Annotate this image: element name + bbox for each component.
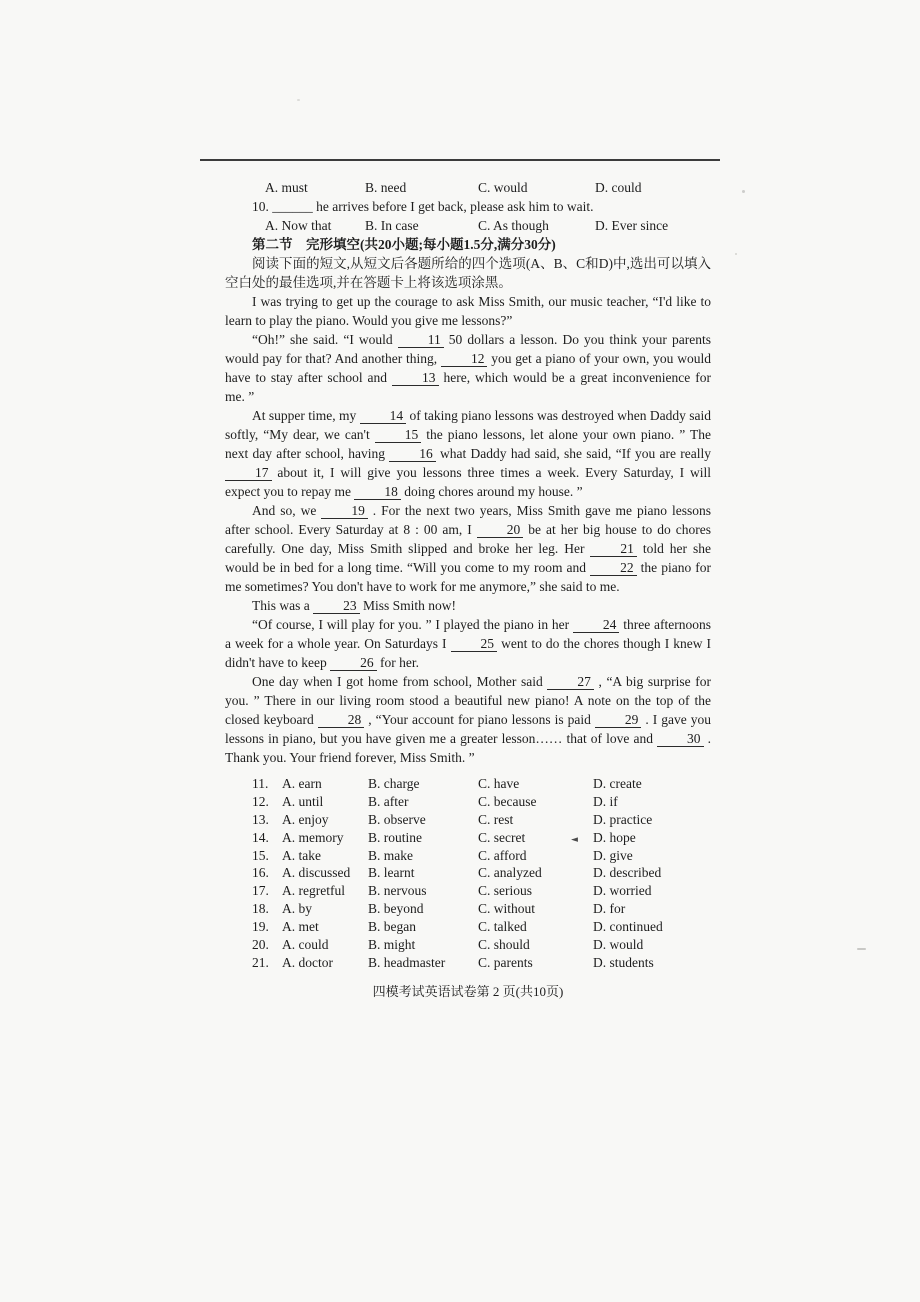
cloze-option-row [225, 793, 711, 811]
option-b: B. make [368, 847, 413, 863]
cloze-blank: 21 [590, 541, 637, 557]
option-b: B. after [368, 793, 409, 809]
page-footer: 四模考试英语试卷第 2 页(共10页) [372, 983, 564, 999]
cloze-option-row [225, 954, 711, 972]
question-number: 15. [252, 847, 269, 863]
option-d: D. could [595, 180, 642, 195]
cloze-option-row [225, 918, 711, 936]
option-a: A. regretful [282, 883, 345, 899]
passage-paragraph: “Oh!” she said. “I would 11 50 dollars a lesson. Do you think your parents would pay for that? And another thing, 12 you get a piano of your own, you would have to stay after school and 13 here, which would be a great inconvenience for me. ” [225, 332, 711, 404]
option-d: D. would [593, 937, 644, 953]
cloze-option-row [225, 882, 711, 900]
option-b: B. headmaster [368, 954, 446, 970]
cloze-blank: 28 [318, 712, 365, 728]
cloze-options-table [225, 775, 711, 972]
cloze-blank: 11 [398, 332, 444, 348]
cloze-blank: 14 [360, 408, 407, 424]
option-b: B. might [368, 937, 416, 953]
scan-speck [297, 99, 300, 101]
option-a: A. doctor [282, 954, 333, 970]
cloze-option-row [225, 829, 711, 847]
option-d: D. for [593, 901, 626, 917]
option-c: C. talked [478, 919, 527, 935]
passage-paragraph: “Of course, I will play for you. ” I played the piano in her 24 three afternoons a week for a whole year. On Saturdays I 25 went to do the chores though I knew I didn't have to keep 26 for her. [225, 617, 711, 670]
question-number: 19. [252, 919, 269, 935]
question10-stem: 10. ______ he arrives before I get back, please ask him to wait. [252, 199, 594, 214]
cloze-blank: 30 [657, 731, 704, 747]
option-c: C. analyzed [478, 865, 542, 881]
passage-paragraph: I was trying to get up the courage to ask Miss Smith, our music teacher, “I'd like to learn to play the piano. Would you give me lessons?” [225, 294, 711, 328]
cloze-blank: 13 [392, 370, 439, 386]
option-a: A. take [282, 847, 321, 863]
option-b: B. charge [368, 776, 420, 791]
option-c: C. afford [478, 847, 527, 863]
option-c: C. rest [478, 811, 514, 827]
question-number: 21. [252, 954, 269, 970]
option-a: A. enjoy [282, 811, 329, 827]
option-d: D. practice [593, 811, 653, 827]
question-number: 16. [252, 865, 269, 881]
option-a: A. by [282, 901, 312, 917]
cloze-blank: 15 [375, 427, 422, 443]
option-c: C. serious [478, 883, 532, 899]
option-c: C. As though [478, 218, 549, 233]
option-c: C. parents [478, 954, 533, 970]
option-c: C. should [478, 937, 530, 953]
section-title: 第二节 完形填空(共20小题;每小题1.5分,满分30分) [252, 237, 556, 252]
cloze-blank: 27 [547, 674, 594, 690]
passage-paragraph: This was a 23 Miss Smith now! [252, 598, 457, 613]
cloze-option-row [225, 900, 711, 918]
cloze-blank: 29 [595, 712, 642, 728]
scan-speck [735, 253, 737, 255]
cloze-blank: 22 [590, 560, 637, 576]
cloze-blank: 16 [389, 446, 436, 462]
question-number: 14. [252, 829, 269, 845]
cloze-option-row [225, 775, 711, 793]
option-a: A. must [265, 180, 308, 195]
question-number: 20. [252, 937, 269, 953]
question-number: 18. [252, 901, 269, 917]
cloze-blank: 12 [441, 351, 488, 367]
option-b: B. began [368, 919, 416, 935]
question9-options-row [225, 178, 711, 197]
cloze-blank: 24 [573, 617, 620, 633]
question-number: 17. [252, 883, 269, 899]
cloze-blank: 20 [477, 522, 524, 538]
cloze-blank: 26 [330, 655, 377, 671]
cloze-blank: 23 [313, 598, 360, 614]
exam-page-content [225, 178, 711, 1001]
option-a: A. discussed [282, 865, 351, 881]
option-a: A. memory [282, 829, 344, 845]
option-c: C. secret [478, 829, 526, 845]
option-c: C. without [478, 901, 536, 917]
option-d: D. hope [593, 829, 636, 845]
question10-options-row [225, 216, 711, 235]
section-instructions: 阅读下面的短文,从短文后各题所给的四个选项(A、B、C和D)中,选出可以填入空白处的最佳选项,并在答题卡上将该选项涂黑。 [225, 256, 711, 290]
option-a: A. earn [282, 776, 322, 791]
cloze-option-row [225, 811, 711, 829]
option-d: D. create [593, 776, 642, 791]
question-number: 11. [252, 776, 269, 791]
cloze-blank: 17 [225, 465, 272, 481]
cloze-option-row [225, 847, 711, 865]
option-d: D. students [593, 954, 654, 970]
option-a: A. until [282, 793, 324, 809]
scan-speck [857, 948, 866, 950]
page-top-rule [200, 159, 720, 161]
option-d: D. described [593, 865, 662, 881]
option-b: B. observe [368, 811, 426, 827]
passage-paragraph: And so, we 19 . For the next two years, Miss Smith gave me piano lessons after school. Every Saturday at 8 : 00 am, I 20 be at her big house to do chores carefully. One day, Miss Smith slipped and broke her leg. Her 21 told her she would be in bed for a long time. “Will you come to my room and 22 the piano for me sometimes? You don't have to work for me anymore,” she said to me. [225, 503, 712, 594]
option-d: D. give [593, 847, 633, 863]
option-d: D. Ever since [595, 218, 669, 233]
question-number: 12. [252, 793, 269, 809]
option-b: B. need [365, 180, 407, 195]
cloze-passage [225, 292, 711, 767]
pen-mark-icon: ◄ [571, 834, 578, 845]
cloze-blank: 19 [321, 503, 368, 519]
option-b: B. learnt [368, 865, 415, 881]
scan-speck [742, 190, 745, 193]
option-b: B. nervous [368, 883, 427, 899]
option-c: C. would [478, 180, 528, 195]
question-number: 13. [252, 811, 269, 827]
option-a: A. Now that [265, 218, 332, 233]
option-a: A. could [282, 937, 329, 953]
cloze-option-row [225, 936, 711, 954]
option-b: B. routine [368, 829, 422, 845]
option-a: A. met [282, 919, 319, 935]
passage-paragraph: One day when I got home from school, Mother said 27 , “A big surprise for you. ” There in our living room stood a beautiful new piano! A note on the top of the closed keyboard 28 , “Your account for piano lessons is paid 29 . I gave you lessons in piano, but you have given me a greater lesson…… that of love and 30 . Thank you. Your friend forever, Miss Smith. ” [225, 674, 712, 765]
option-b: B. In case [365, 218, 419, 233]
option-d: D. worried [593, 883, 652, 899]
option-c: C. have [478, 776, 520, 791]
cloze-blank: 25 [451, 636, 498, 652]
option-b: B. beyond [368, 901, 424, 917]
option-d: D. continued [593, 919, 663, 935]
option-d: D. if [593, 793, 618, 809]
passage-paragraph: At supper time, my 14 of taking piano lessons was destroyed when Daddy said softly, “My dear, we can't 15 the piano lessons, let alone your own piano. ” The next day after school, having 16 what Daddy had said, she said, “If you are really 17 about it, I will give you lessons three times a week. Every Saturday, I will expect you to repay me 18 doing chores around my house. ” [225, 408, 711, 499]
option-c: C. because [478, 793, 537, 809]
cloze-option-row [225, 864, 711, 882]
cloze-blank: 18 [354, 484, 401, 500]
